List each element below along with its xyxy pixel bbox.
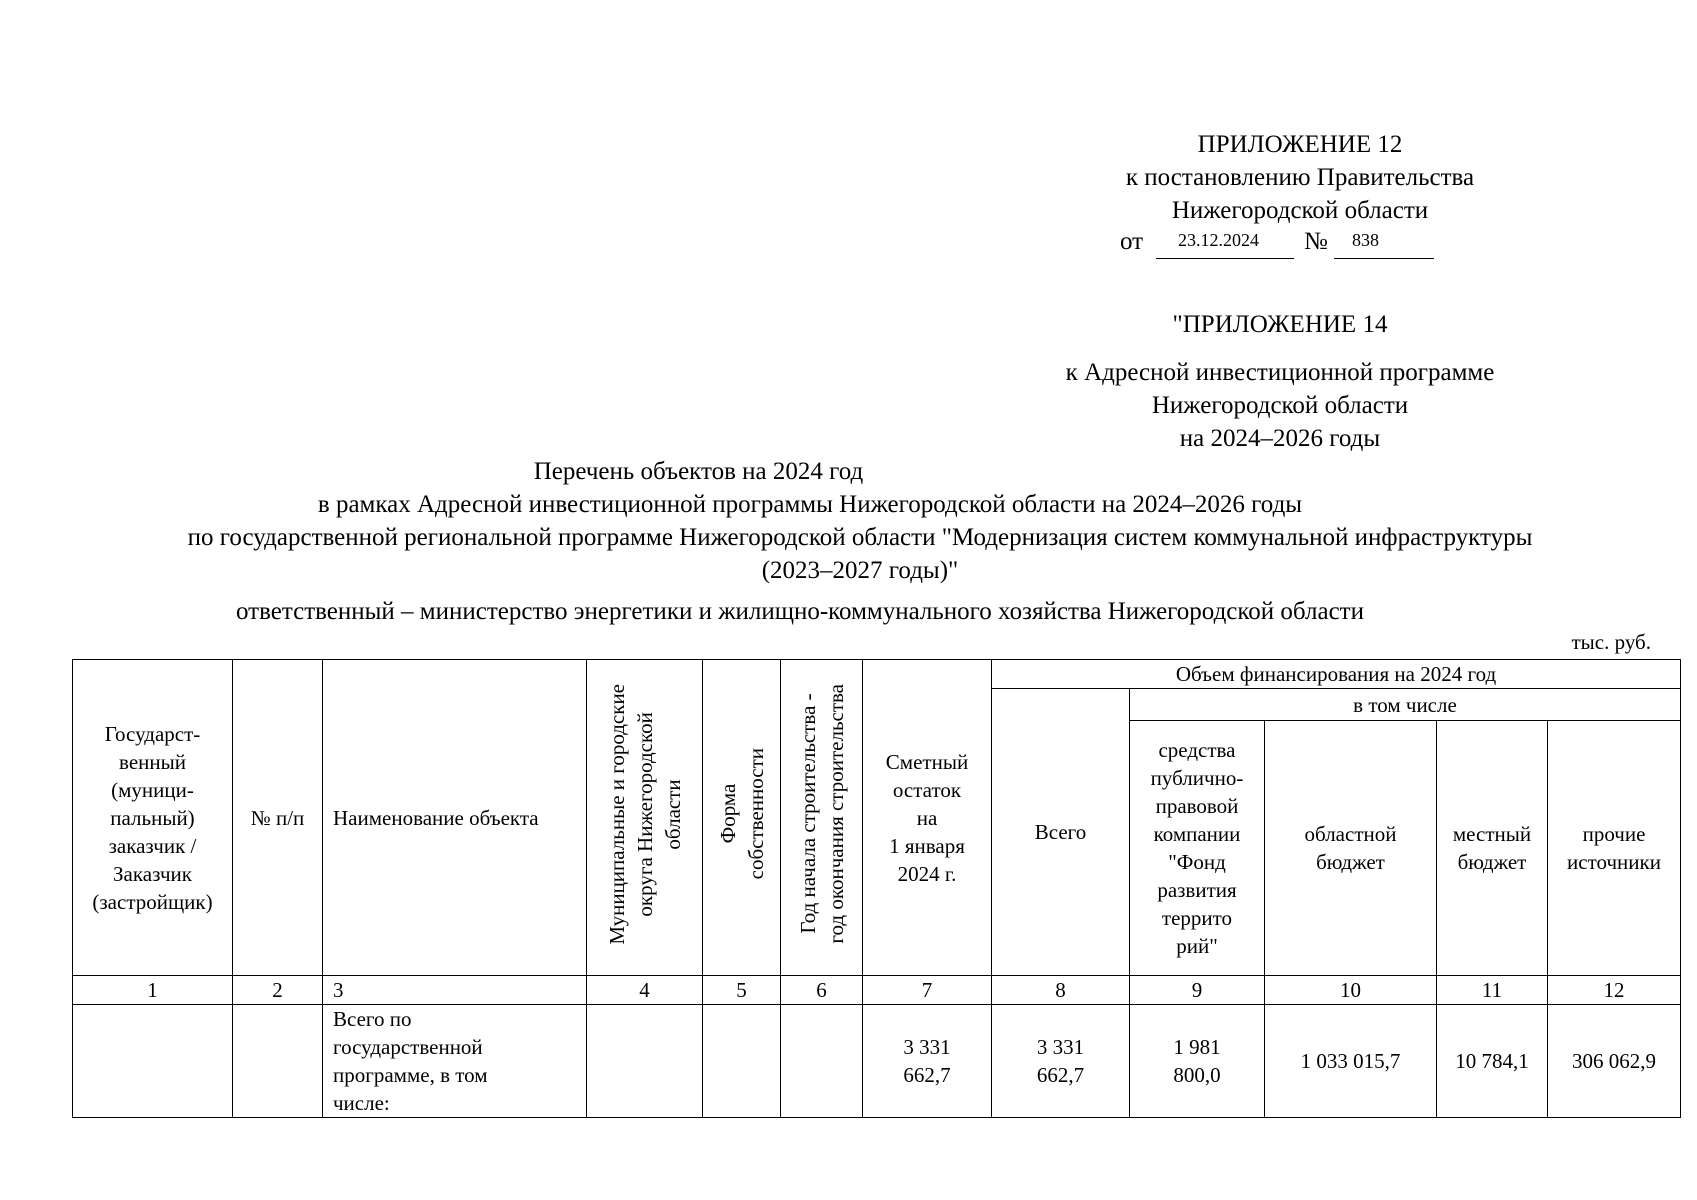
cell-other: 306 062,9 xyxy=(1548,1005,1681,1118)
column-number: 6 xyxy=(781,976,863,1005)
appendix14-body xyxy=(1010,356,1550,455)
cell-local: 10 784,1 xyxy=(1437,1005,1548,1118)
column-number: 1 xyxy=(73,976,233,1005)
appendix-line-3: Нижегородской области xyxy=(1171,197,1429,224)
header-customer: Государст- венный (муници- пальный) заказчик / Заказчик (застройщик) xyxy=(73,660,233,976)
appendix14-title: "ПРИЛОЖЕНИЕ 14 xyxy=(1172,311,1388,338)
column-number: 10 xyxy=(1265,976,1437,1005)
cell-regional: 1 033 015,7 xyxy=(1265,1005,1437,1118)
header-regional: областной бюджет xyxy=(1265,721,1437,976)
cell-index xyxy=(233,1005,323,1118)
cell-ownership xyxy=(703,1005,781,1118)
appendix14-title-block xyxy=(1040,308,1520,341)
column-number: 3 xyxy=(323,976,587,1005)
header-funding-group: Объем финансирования на 2024 год xyxy=(992,660,1681,689)
column-number: 7 xyxy=(863,976,992,1005)
column-number: 9 xyxy=(1130,976,1265,1005)
column-number-row xyxy=(73,976,1681,1005)
cell-total: 3 331 662,7 xyxy=(992,1005,1130,1118)
header-years: Год начала строительства - год окончания строительства xyxy=(781,660,863,976)
date-underline xyxy=(1156,258,1294,259)
cell-customer xyxy=(73,1005,233,1118)
number-underline xyxy=(1334,258,1434,259)
column-number: 12 xyxy=(1548,976,1681,1005)
column-number: 4 xyxy=(587,976,703,1005)
header-municipality: Муниципальные и городские округа Нижегородской области xyxy=(587,660,703,976)
cell-municipality xyxy=(587,1005,703,1118)
appendix-header xyxy=(1060,128,1540,227)
header-ownership: Форма собственности xyxy=(703,660,781,976)
header-local: местный бюджет xyxy=(1437,721,1548,976)
column-number: 8 xyxy=(992,976,1130,1005)
header-index: № п/п xyxy=(233,660,323,976)
from-label: от xyxy=(1120,228,1144,255)
document-date: 23.12.2024 xyxy=(1178,230,1259,250)
header-fund: средства публично- правовой компании "Фонд развития террито рий" xyxy=(1130,721,1265,976)
appendix14-line-2: к Адресной инвестиционной программе xyxy=(1065,359,1495,386)
cell-fund: 1 981 800,0 xyxy=(1130,1005,1265,1118)
cell-name: Всего по государственной программе, в том числе: xyxy=(323,1005,587,1118)
table-row xyxy=(73,1005,1681,1118)
responsible-line xyxy=(60,595,1660,628)
column-number: 11 xyxy=(1437,976,1548,1005)
header-including: в том числе xyxy=(1130,689,1681,721)
title-line-3: по государственной региональной программе Нижегородской области "Модернизация систем коммунальной инфраструктуры xyxy=(187,524,1533,551)
cell-balance: 3 331 662,7 xyxy=(863,1005,992,1118)
header-balance: Сметный остаток на 1 января 2024 г. xyxy=(863,660,992,976)
title-line-4: (2023–2027 годы)" xyxy=(761,557,959,584)
document-title xyxy=(60,455,1660,587)
header-name: Наименование объекта xyxy=(323,660,587,976)
objects-table xyxy=(72,659,1681,1118)
header-other: прочие источники xyxy=(1548,721,1681,976)
appendix14-line-4: на 2024–2026 годы xyxy=(1179,425,1381,452)
appendix14-line-3: Нижегородской области xyxy=(1151,392,1409,419)
appendix-line-2: к постановлению Правительства xyxy=(1125,164,1475,191)
appendix-title: ПРИЛОЖЕНИЕ 12 xyxy=(1197,131,1403,158)
column-number: 2 xyxy=(233,976,323,1005)
cell-years xyxy=(781,1005,863,1118)
title-line-2: в рамках Адресной инвестиционной программы Нижегородской области на 2024–2026 годы xyxy=(317,491,1303,518)
column-number: 5 xyxy=(703,976,781,1005)
units-label: тыс. руб. xyxy=(1571,630,1651,654)
title-line-1: Перечень объектов на 2024 год xyxy=(533,458,864,485)
responsible-text: ответственный – министерство энергетики и жилищно-коммунального хозяйства Нижегородской области xyxy=(236,598,1364,625)
number-label: № xyxy=(1304,228,1328,255)
document-number-line xyxy=(1120,228,1440,260)
header-total: Всего xyxy=(992,689,1130,976)
document-number: 838 xyxy=(1352,230,1379,250)
